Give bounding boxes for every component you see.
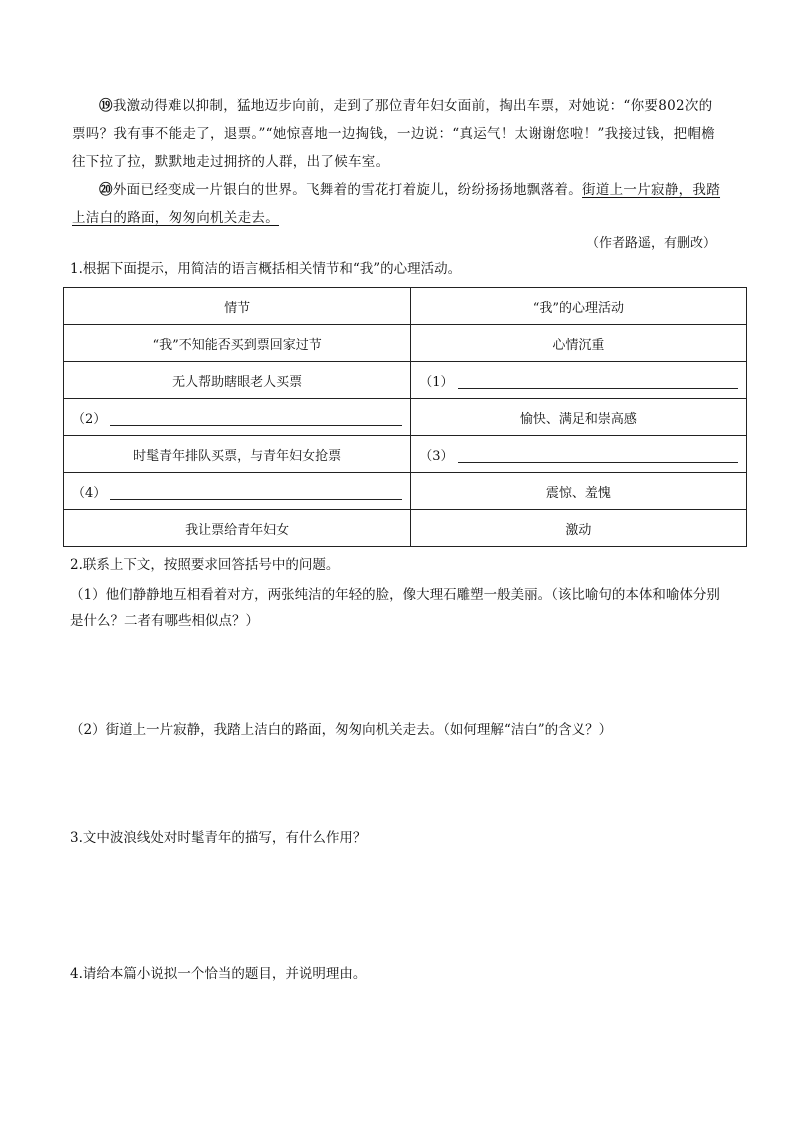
plot-cell: 无人帮助瞎眼老人买票: [64, 362, 411, 399]
table-header-cell: “我”的心理活动: [411, 288, 746, 325]
mood-cell: 愉快、满足和崇高感: [411, 399, 746, 436]
blank-number: （3）: [419, 448, 454, 464]
paragraph-19: [72, 92, 722, 176]
mood-cell: 震惊、羞愧: [411, 473, 746, 510]
paragraph-number: ⑲: [99, 98, 113, 114]
mood-answer-cell[interactable]: [411, 362, 746, 399]
blank-number: （2）: [72, 411, 107, 427]
plot-cell: 时髦青年排队买票，与青年妇女抢票: [64, 436, 411, 473]
underlined-sentence: 街道上一片寂静，我踏上洁白的路面，匆匆向机关走去。: [72, 182, 721, 226]
mood-cell: 心情沉重: [411, 325, 746, 362]
blank-number: （1）: [419, 374, 454, 390]
table-row: [64, 473, 747, 510]
blank-number: （4）: [72, 485, 107, 501]
paragraph-20: [72, 176, 722, 232]
table-row: [64, 325, 747, 362]
plot-answer-cell[interactable]: [64, 399, 411, 436]
plot-answer-cell[interactable]: [64, 473, 411, 510]
table-row: [64, 510, 747, 547]
answer-line[interactable]: [458, 449, 738, 463]
question-2-sub-1: （1）他们静静地互相看着对方，两张纯洁的年轻的脸，像大理石雕塑一般美丽。（该比喻句的本体和喻体分别是什么？二者有哪些相似点？）: [70, 587, 720, 629]
answer-line[interactable]: [458, 375, 738, 389]
paragraph-number: ⑳: [99, 182, 113, 198]
question-2-sub-2: （2）街道上一片寂静，我踏上洁白的路面，匆匆向机关走去。（如何理解“洁白”的含义？）: [70, 722, 613, 738]
answer-line[interactable]: [110, 486, 402, 500]
question-4-prompt: 4.请给本篇小说拟一个恰当的题目，并说明理由。: [70, 966, 367, 982]
table-header-cell: 情节: [64, 288, 411, 325]
table-row: [64, 399, 747, 436]
mood-answer-cell[interactable]: [411, 436, 746, 473]
mood-cell: 激动: [411, 510, 746, 547]
paragraph-text: 我激动得难以抑制，猛地迈步向前，走到了那位青年妇女面前，掏出车票，对她说：“你要802次的票吗？我有事不能走了，退票。”“她惊喜地一边掏钱，一边说：“真运气！太谢谢您啦！”我接过钱，把帽檐往下拉了拉，默默地走过拥挤的人群，出了候车室。: [72, 98, 716, 170]
plot-cell: 我让票给青年妇女: [64, 510, 411, 547]
question-1-prompt: 1.根据下面提示，用简洁的语言概括相关情节和“我”的心理活动。: [70, 261, 462, 277]
plot-mood-table: [63, 287, 747, 547]
answer-line[interactable]: [110, 412, 402, 426]
paragraph-text: 外面已经变成一片银白的世界。飞舞着的雪花打着旋儿，纷纷扬扬地飘落着。: [112, 182, 583, 198]
question-3-prompt: 3.文中波浪线处对时髦青年的描写，有什么作用？: [70, 830, 367, 846]
table-header-row: [64, 288, 747, 325]
question-2-prompt: 2.联系上下文，按照要求回答括号中的问题。: [70, 557, 340, 573]
source-note: （作者路遥，有删改）: [585, 236, 716, 251]
table-row: [64, 362, 747, 399]
plot-cell: “我”不知能否买到票回家过节: [64, 325, 411, 362]
table-row: [64, 436, 747, 473]
